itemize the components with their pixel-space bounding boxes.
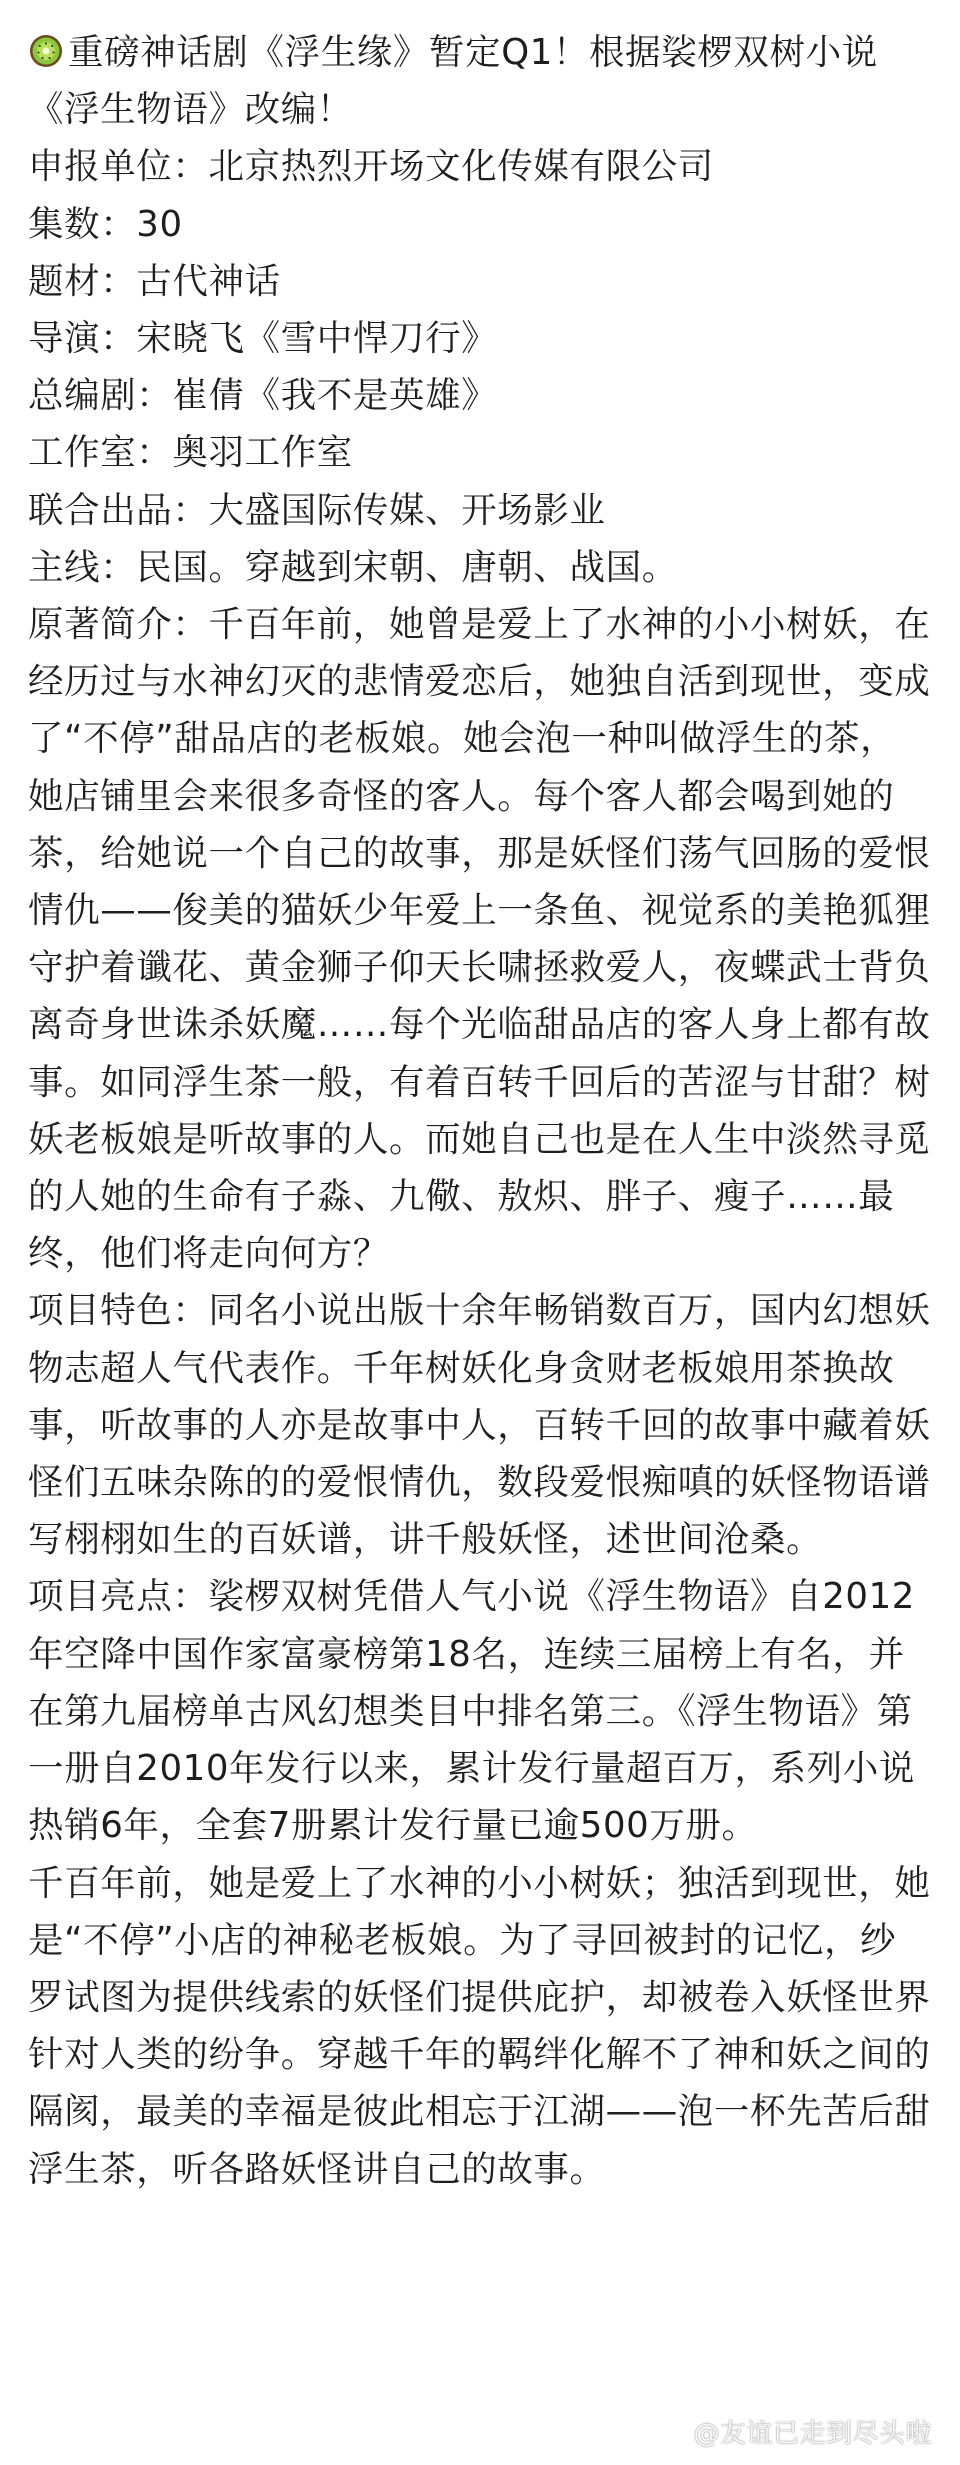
- field-director: 导演：宋晓飞《雪中悍刀行》: [28, 318, 498, 360]
- field-storyline: 主线：民国。穿越到宋朝、唐朝、战国。: [28, 546, 678, 588]
- highlights-paragraph: 项目亮点：裟椤双树凭借人气小说《浮生物语》自2012年空降中国作家富豪榜第18名，连续三届榜上有名，并在第九届榜单古风幻想类目中排名第三。《浮生物语》第一册自2010年发行以来，累计发行量超百万，系列小说热销6年，全套7册累计发行量已逾500万册。: [28, 1576, 915, 1847]
- weibo-icon: [653, 2417, 687, 2445]
- watermark-text: @友谊已走到尽头啦: [693, 2418, 932, 2449]
- field-genre: 题材：古代神话: [28, 260, 281, 302]
- weibo-watermark: [653, 2411, 932, 2451]
- kiwi-fruit-icon: [28, 33, 64, 69]
- features-paragraph: 项目特色：同名小说出版十余年畅销数百万，国内幻想妖物志超人气代表作。千年树妖化身贪财老板娘用茶换故事，听故事的人亦是故事中人，百转千回的故事中藏着妖怪们五味杂陈的的爱恨情仇，数段爱恨痴嗔的妖怪物语谱写栩栩如生的百妖谱，讲千般妖怪，述世间沧桑。: [28, 1290, 931, 1561]
- post-title-text: 重磅神话剧《浮生缘》暂定Q1！根据裟椤双树小说《浮生物语》改编！: [28, 32, 878, 131]
- field-studio: 工作室：奥羽工作室: [28, 432, 353, 474]
- field-producer: 申报单位：北京热烈开场文化传媒有限公司: [28, 146, 714, 188]
- field-coproducers: 联合出品：大盛国际传媒、开场影业: [28, 489, 606, 531]
- closing-paragraph: 千百年前，她是爱上了水神的小小树妖；独活到现世，她是“不停”小店的神秘老板娘。为了寻回被封的记忆，纱罗试图为提供线索的妖怪们提供庇护，却被卷入妖怪世界针对人类的纷争。穿越千年的羁绊化解不了神和妖之间的隔阂，最美的幸福是彼此相忘于江湖——泡一杯先苦后甜浮生茶，听各路妖怪讲自己的故事。: [28, 1862, 931, 2190]
- synopsis-paragraph: 原著简介：千百年前，她曾是爱上了水神的小小树妖，在经历过与水神幻灭的悲情爱恋后，她独自活到现世，变成了“不停”甜品店的老板娘。她会泡一种叫做浮生的茶，她店铺里会来很多奇怪的客人。每个客人都会喝到她的茶，给她说一个自己的故事，那是妖怪们荡气回肠的爱恨情仇——俊美的猫妖少年爱上一条鱼、视觉系的美艳狐狸守护着谶花、黄金狮子仰天长啸拯救爱人，夜蝶武士背负离奇身世诛杀妖魔……每个光临甜品店的客人身上都有故事。如同浮生茶一般，有着百转千回后的苦涩与甘甜？树妖老板娘是听故事的人。而她自己也是在人生中淡然寻觅的人她的生命有子淼、九儆、敖炽、胖子、瘦子……最终，他们将走向何方？: [28, 604, 931, 1275]
- field-screenwriter: 总编剧：崔倩《我不是英雄》: [28, 375, 498, 417]
- field-episodes: 集数：30: [28, 203, 183, 245]
- post-title: [28, 24, 932, 138]
- post-body: [28, 24, 932, 2198]
